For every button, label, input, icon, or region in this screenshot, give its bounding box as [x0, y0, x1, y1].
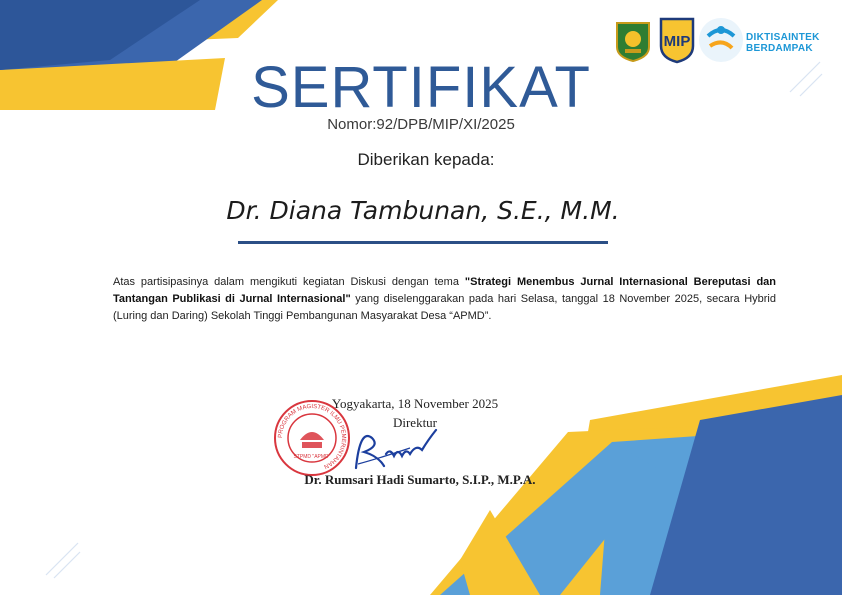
body-prefix: Atas partisipasinya dalam mengikuti kegiatan Diskusi dengan tema [113, 276, 465, 288]
body-suffix: yang diselenggarakan pada hari Selasa, tanggal 18 November 2025, secara Hybrid (Luring dan Daring) Sekolah Tinggi Pembangunan Masyarakat Desa “APMD”. [113, 293, 776, 322]
certificate-title: SERTIFIKAT [251, 55, 591, 120]
body-theme: "Strategi Menembus Jurnal Internasional Bereputasi dan Tantangan Publikasi di Jurnal Internasional" [113, 276, 777, 305]
place-date: Yogyakarta, 18 November 2025 [331, 396, 499, 411]
handwritten-signature [350, 418, 440, 478]
stamp-ring-text: PROGRAM MAGISTER ILMU PEMERINTAHAN [277, 403, 347, 470]
mip-logo-text: MIP [663, 33, 691, 50]
recipient-underline [238, 241, 608, 244]
bottom-left-stripes [46, 543, 80, 578]
diktisaintek-line1: DIKTISAINTEK [746, 32, 820, 43]
stamp-bottom-text: STPMD "APMD" [293, 454, 331, 460]
recipient-name: Dr. Diana Tambunan, S.E., M.M. [226, 196, 620, 225]
diktisaintek-line2: BERDAMPAK [746, 43, 813, 54]
given-to-label: Diberikan kepada: [357, 150, 495, 169]
certificate-number: Nomor:92/DPB/MIP/XI/2025 [327, 116, 515, 133]
signer-name: Dr. Rumsari Hadi Sumarto, S.I.P., M.P.A. [304, 472, 536, 487]
certificate-body [113, 274, 776, 325]
signer-role: Direktur [392, 415, 438, 430]
